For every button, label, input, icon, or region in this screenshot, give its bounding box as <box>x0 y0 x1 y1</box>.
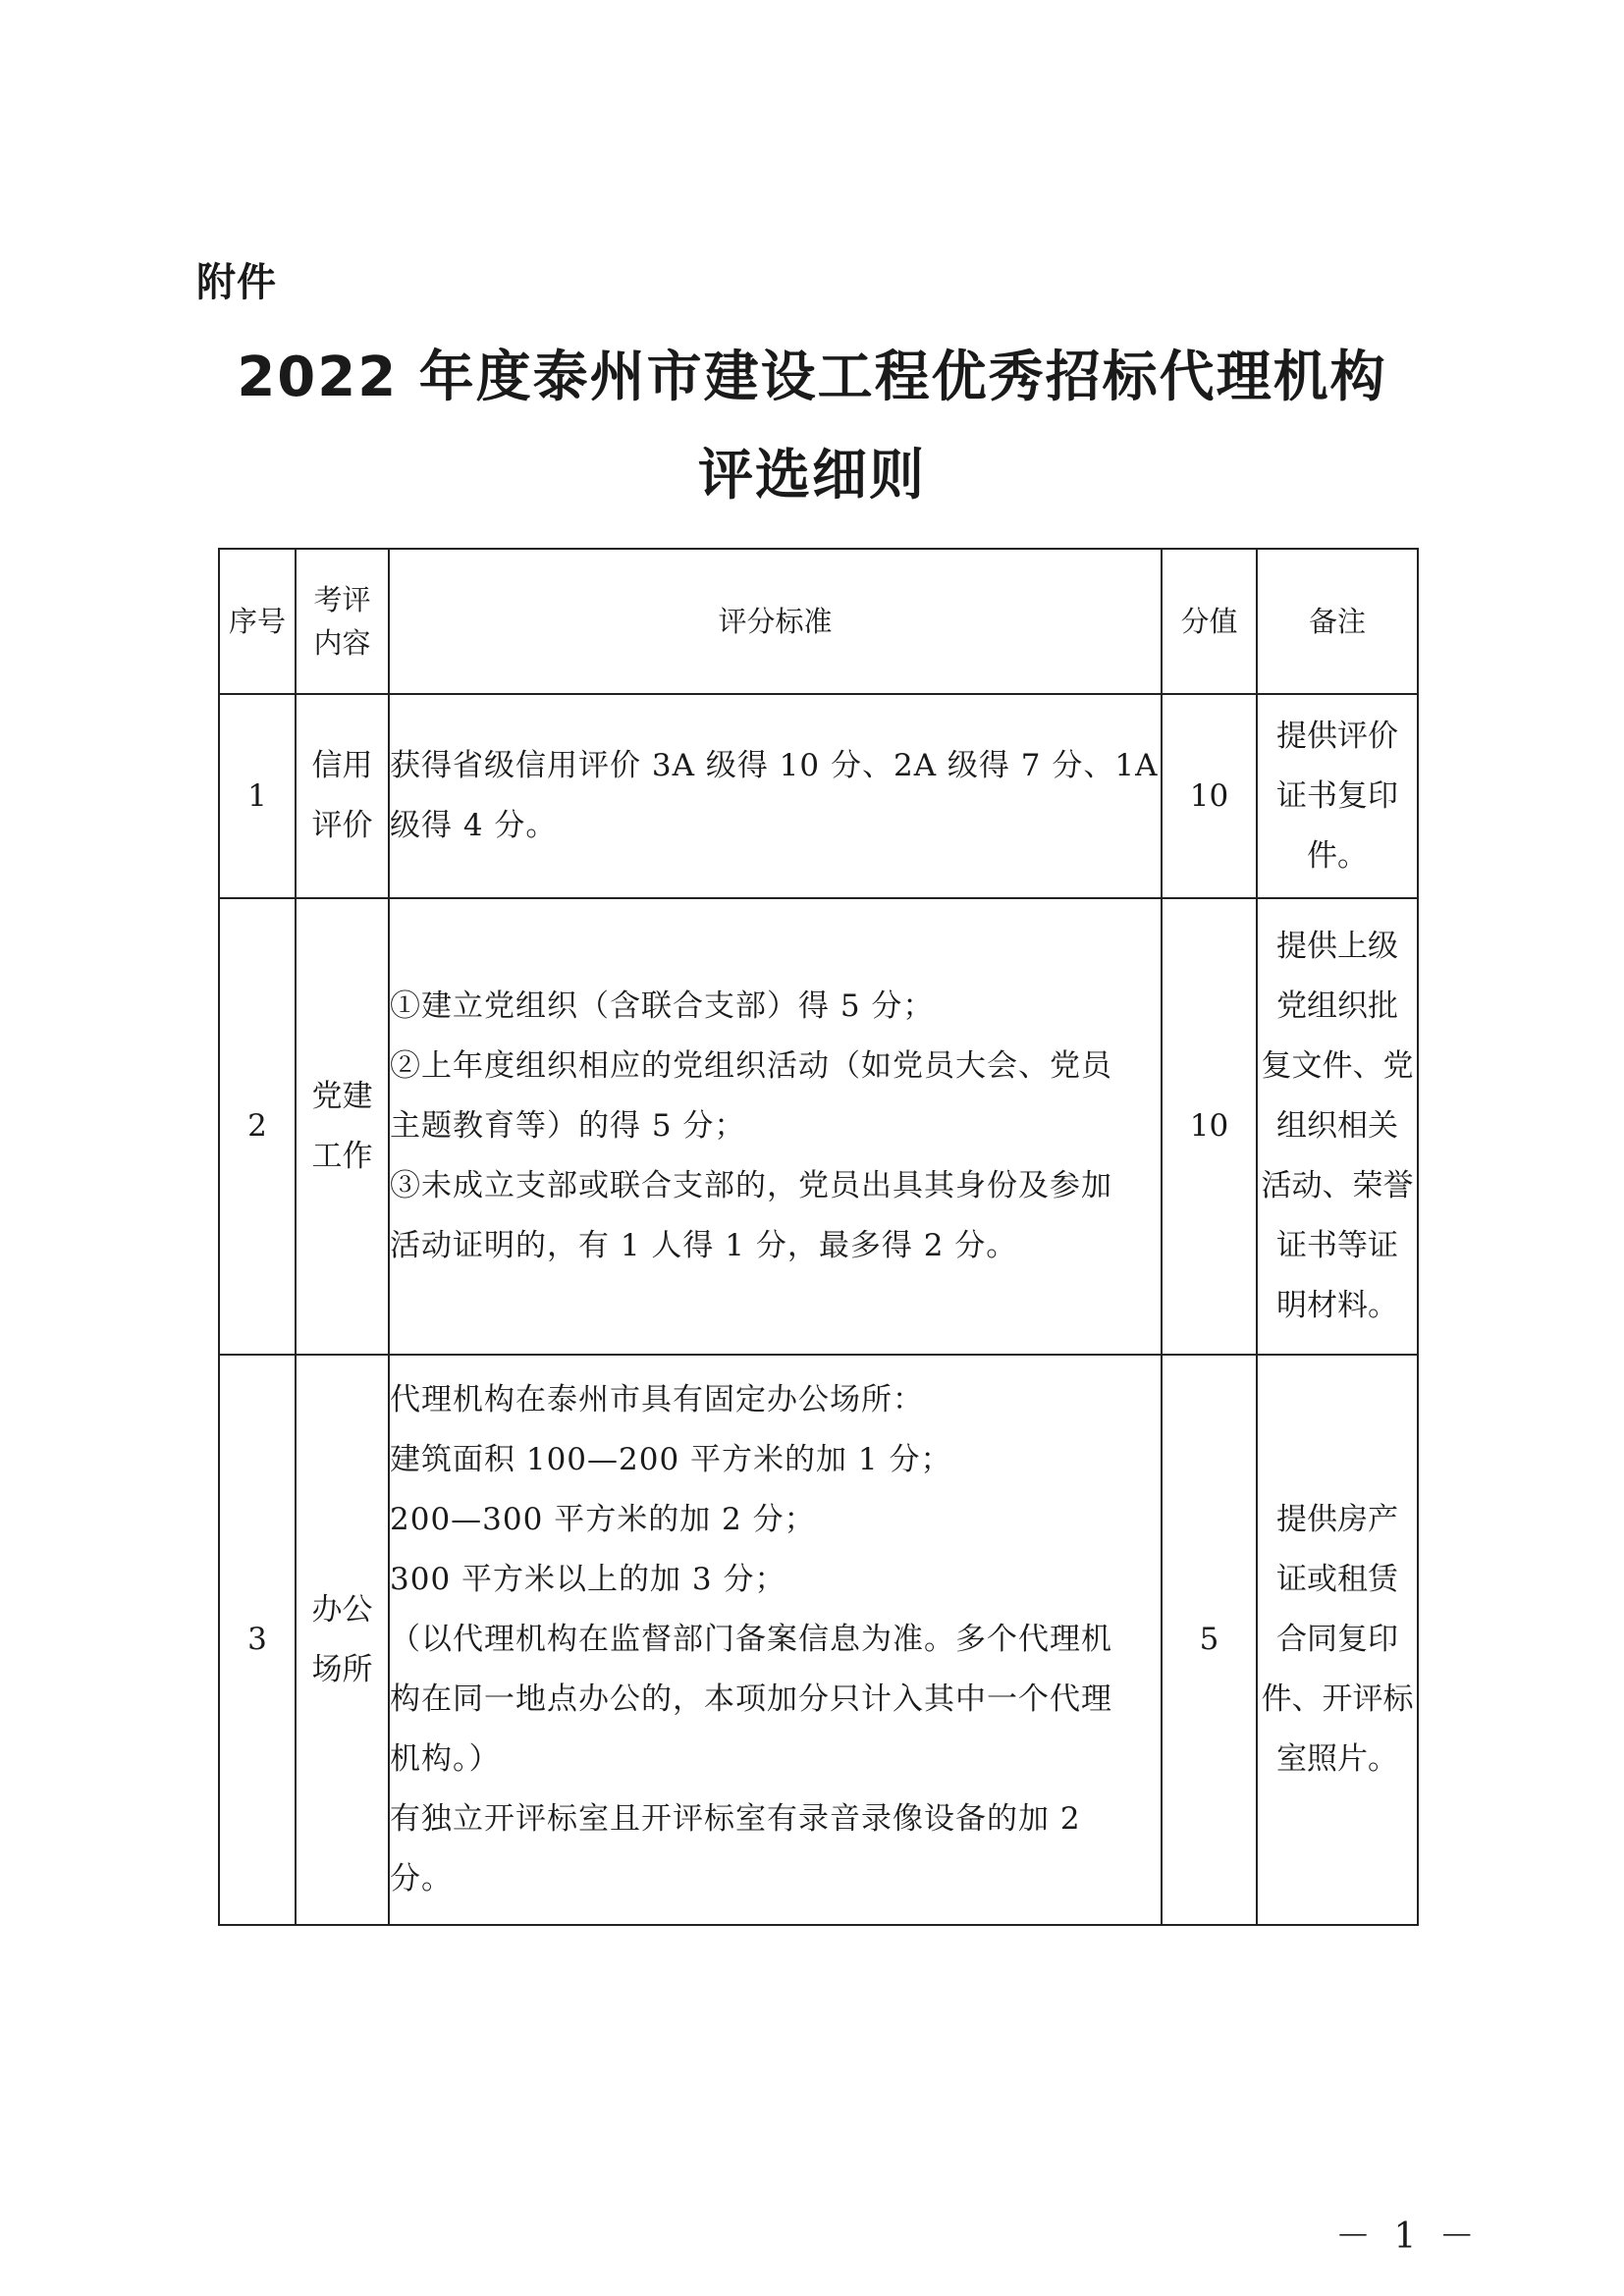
remarks-line: 明材料。 <box>1276 1288 1398 1323</box>
criteria-line: 构在同一地点办公的，本项加分只计入其中一个代理 <box>390 1682 1112 1717</box>
criteria-table <box>218 548 1419 1926</box>
row-category-line: 信用 <box>311 748 373 783</box>
remarks-line: 复文件、党 <box>1261 1048 1414 1084</box>
row-category-line: 党建 <box>311 1078 373 1114</box>
remarks-line: 活动、荣誉 <box>1261 1168 1414 1203</box>
row-criteria <box>389 898 1162 1355</box>
criteria-line: 获得省级信用评价 3A 级得 10 分、2A 级得 7 分、1A <box>390 748 1159 783</box>
row-score: 10 <box>1162 694 1257 898</box>
header-row <box>219 549 1418 694</box>
row-index: 3 <box>219 1355 296 1925</box>
row-category-line: 工作 <box>311 1138 373 1174</box>
document-title: 2022 年度泰州市建设工程优秀招标代理机构 <box>237 346 1387 409</box>
row-category-line: 办公 <box>311 1591 373 1628</box>
page-number: － 1 － <box>1335 2216 1481 2257</box>
table-row <box>219 694 1418 898</box>
criteria-line: 机构。） <box>390 1741 501 1777</box>
remarks-line: 证书复印 <box>1276 777 1398 814</box>
header-category-line: 内容 <box>313 626 371 660</box>
remarks-line: 党组织批 <box>1276 988 1398 1024</box>
row-criteria <box>389 1355 1162 1925</box>
row-score: 10 <box>1162 898 1257 1355</box>
criteria-line: 300 平方米以上的加 3 分； <box>390 1562 786 1597</box>
remarks-line: 证或租赁 <box>1276 1562 1398 1597</box>
row-remarks <box>1257 898 1418 1355</box>
criteria-line: ②上年度组织相应的党组织活动（如党员大会、党员 <box>390 1048 1112 1084</box>
criteria-line: 200—300 平方米的加 2 分； <box>390 1502 816 1537</box>
criteria-line: 主题教育等）的得 5 分； <box>390 1108 746 1144</box>
table-row <box>219 1355 1418 1925</box>
header-score: 分值 <box>1162 549 1257 694</box>
header-category <box>296 549 389 694</box>
remarks-line: 提供房产 <box>1276 1502 1398 1537</box>
criteria-line: 活动证明的，有 1 人得 1 分，最多得 2 分。 <box>390 1228 1018 1263</box>
header-category-line: 考评 <box>313 583 371 616</box>
row-index: 1 <box>219 694 296 898</box>
row-category <box>296 898 389 1355</box>
remarks-line: 证书等证 <box>1276 1228 1398 1263</box>
row-index: 2 <box>219 898 296 1355</box>
criteria-line: 分。 <box>390 1861 453 1896</box>
document-title-line2: 评选细则 <box>698 444 926 507</box>
row-category-line: 场所 <box>311 1651 373 1687</box>
header-criteria: 评分标准 <box>389 549 1162 694</box>
criteria-line: 有独立开评标室且开评标室有录音录像设备的加 2 <box>390 1801 1081 1837</box>
row-remarks <box>1257 1355 1418 1925</box>
row-score: 5 <box>1162 1355 1257 1925</box>
criteria-line: 代理机构在泰州市具有固定办公场所： <box>390 1382 924 1417</box>
remarks-line: 合同复印 <box>1276 1622 1398 1657</box>
header-index: 序号 <box>219 549 296 694</box>
row-remarks <box>1257 694 1418 898</box>
criteria-line: ①建立党组织（含联合支部）得 5 分； <box>390 988 935 1024</box>
criteria-line: 级得 4 分。 <box>390 808 558 843</box>
remarks-line: 室照片。 <box>1276 1741 1398 1777</box>
criteria-line: ③未成立支部或联合支部的，党员出具其身份及参加 <box>390 1168 1112 1203</box>
remarks-line: 提供评价 <box>1276 718 1398 754</box>
criteria-line: （以代理机构在监督部门备案信息为准。多个代理机 <box>390 1622 1112 1657</box>
attachment-label: 附件 <box>196 260 277 305</box>
row-category <box>296 1355 389 1925</box>
criteria-line: 建筑面积 100—200 平方米的加 1 分； <box>390 1442 952 1477</box>
row-category <box>296 694 389 898</box>
table-row <box>219 898 1418 1355</box>
remarks-line: 提供上级 <box>1276 929 1398 964</box>
remarks-line: 组织相关 <box>1276 1108 1398 1144</box>
remarks-line: 件、开评标 <box>1261 1682 1414 1717</box>
row-category-line: 评价 <box>311 808 373 843</box>
remarks-line: 件。 <box>1307 837 1368 874</box>
row-criteria <box>389 694 1162 898</box>
header-remarks: 备注 <box>1257 549 1418 694</box>
